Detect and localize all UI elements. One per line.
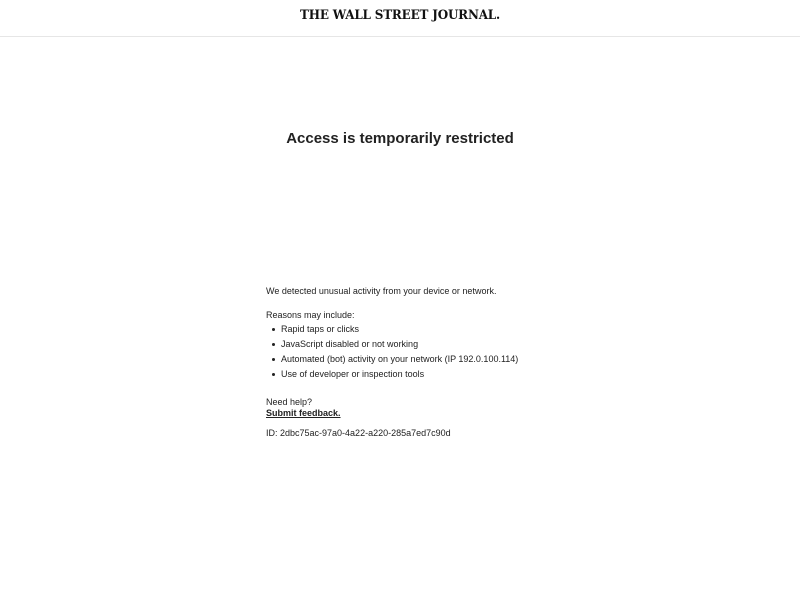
reasons-label: Reasons may include: — [266, 310, 355, 320]
site-header — [0, 0, 800, 37]
bullet-icon — [272, 343, 275, 346]
list-item — [266, 339, 566, 354]
request-id: ID: 2dbc75ac-97a0-4a22-a220-285a7ed7c90d — [266, 428, 451, 438]
reason-text: JavaScript disabled or not working — [281, 339, 419, 349]
list-item — [266, 354, 566, 369]
wsj-logo[interactable]: THE WALL STREET JOURNAL. — [299, 8, 500, 23]
bullet-icon — [272, 358, 275, 361]
reason-text: Rapid taps or clicks — [281, 324, 360, 334]
submit-feedback-link[interactable]: Submit feedback. — [266, 408, 341, 418]
reasons-list — [266, 324, 566, 384]
list-item — [266, 369, 566, 384]
page-title: Access is temporarily restricted — [286, 130, 514, 147]
detected-message: We detected unusual activity from your device or network. — [266, 286, 497, 296]
reason-text: Automated (bot) activity on your network (IP 192.0.100.114) — [281, 354, 519, 364]
list-item — [266, 324, 566, 339]
bullet-icon — [272, 373, 275, 376]
bullet-icon — [272, 328, 275, 331]
restriction-message — [266, 286, 566, 439]
help-label: Need help? — [266, 397, 313, 407]
reason-text: Use of developer or inspection tools — [281, 369, 425, 379]
